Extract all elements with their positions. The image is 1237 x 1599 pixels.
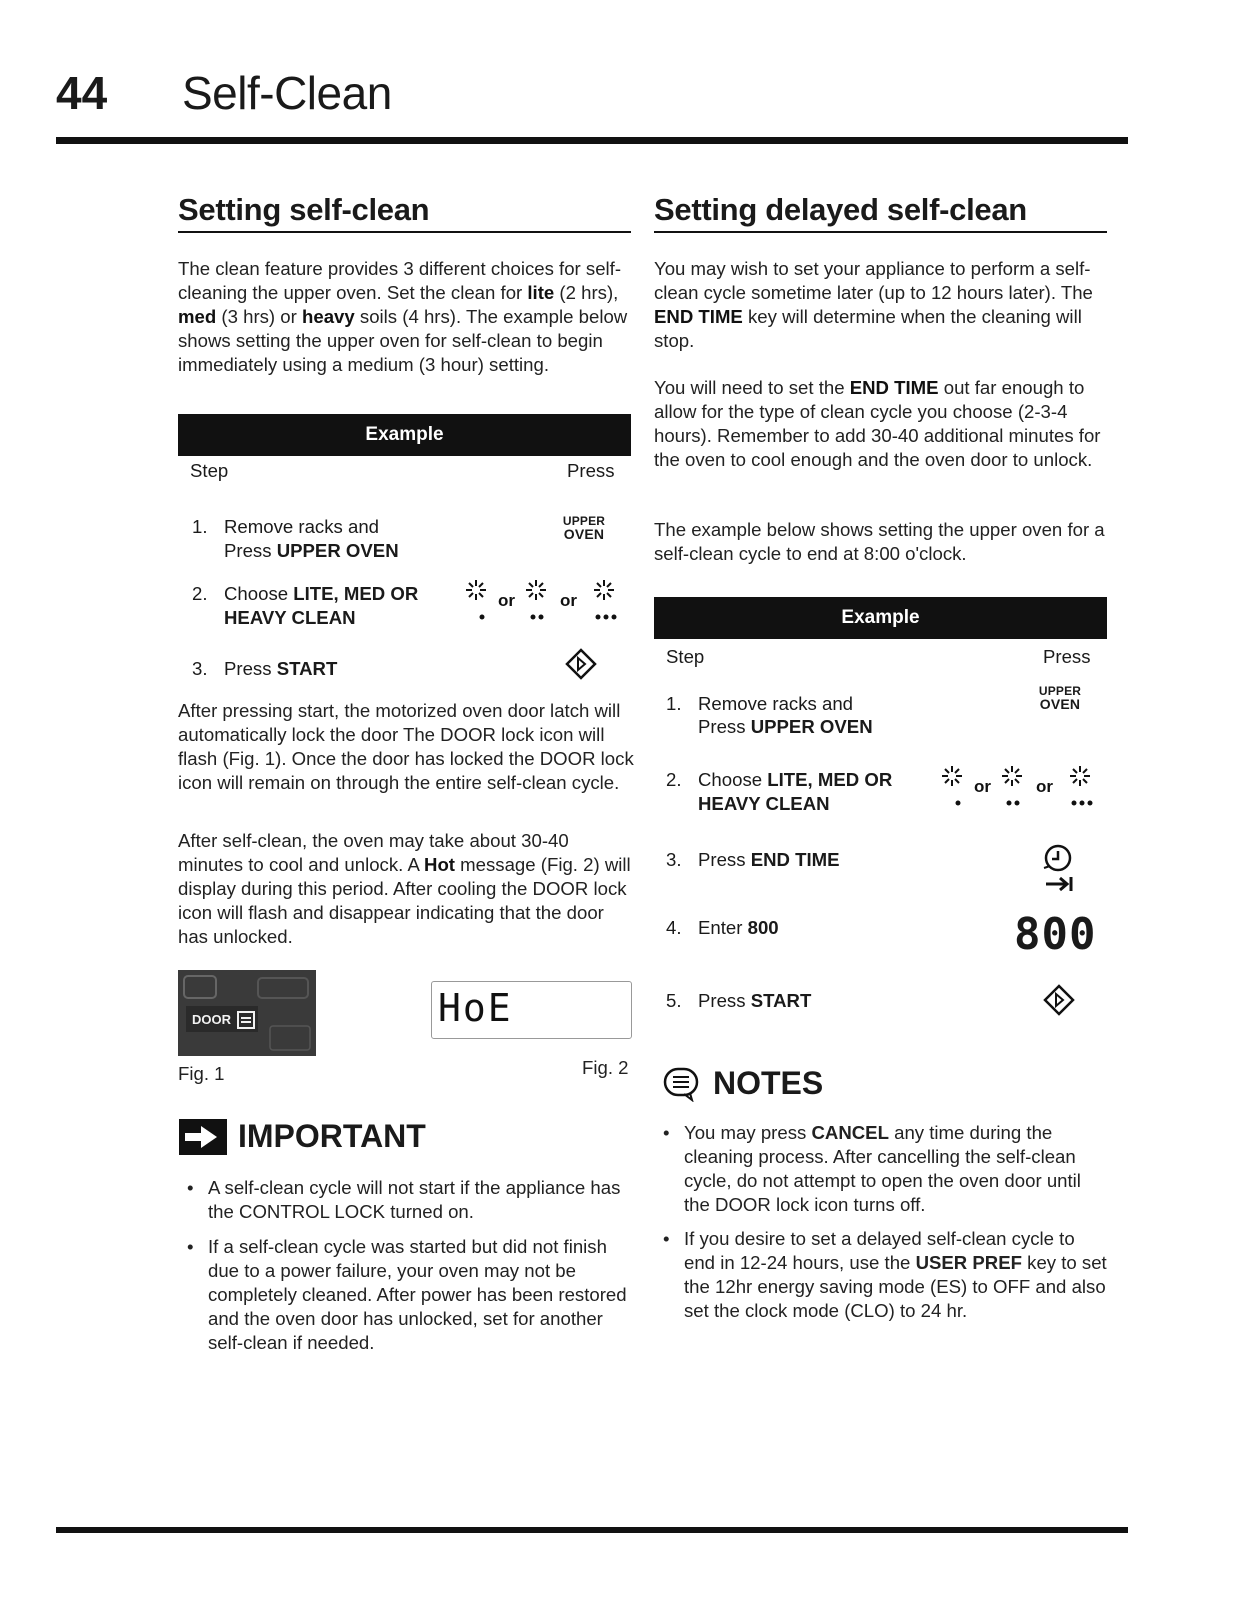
left-heading-rule: [178, 231, 631, 233]
important-arrow-icon: [179, 1119, 227, 1160]
left-intro: The clean feature provides 3 different choices for self-cleaning the upper oven. Set the clean for lite (2 hrs), med (3 hrs) or heavy soils (4 hrs). The example below shows setting the upper oven for self-clean to begin immediately using a medium (3 hour) setting.: [178, 258, 628, 375]
svg-text:or: or: [1036, 777, 1053, 796]
end-time-key-icon: [1040, 842, 1080, 897]
left-step-3-line1: Press START: [224, 658, 338, 679]
important-heading: IMPORTANT: [238, 1118, 426, 1154]
right-step-3-num: 3.: [666, 849, 682, 870]
right-step-1-line2: Press UPPER OVEN: [698, 716, 873, 737]
footer-rule: [56, 1527, 1128, 1533]
right-para2: You will need to set the END TIME out far enough to allow for the type of clean cycle you choose (2-3-4 hours). Remember to add 30-40 additional minutes for the oven to cool enough and the oven door to unlock.: [654, 377, 1101, 470]
right-step-3-line1: Press END TIME: [698, 849, 840, 870]
left-step-2-num: 2.: [192, 583, 208, 604]
left-para-after-start: After pressing start, the motorized oven door latch will automatically lock the door The DOOR lock icon will flash (Fig. 1). Once the door has locked the DOOR lock icon will remain on through the entire self-clean cycle.: [178, 700, 634, 793]
clean-heavy-icon: [594, 580, 614, 600]
page-number: 44: [56, 67, 108, 119]
left-example-bar: Example: [178, 414, 631, 456]
start-key-icon: [565, 648, 597, 685]
right-step-1-line1: Remove racks and: [698, 693, 854, 714]
clean-med-icon: [1002, 766, 1022, 786]
hot-display-text: HoE: [438, 986, 513, 1030]
right-step-4-line1: Enter 800: [698, 917, 779, 938]
left-step-col: Step: [190, 460, 229, 481]
clean-med-icon: [526, 580, 546, 600]
left-step-3-num: 3.: [192, 658, 208, 679]
left-para-after-clean: After self-clean, the oven may take about 30-40 minutes to cool and unlock. A Hot message (Fig. 2) will display during this period. After cooling the DOOR lock icon will flash and disappear indicating that the door has unlocked.: [178, 830, 631, 947]
right-heading: Setting delayed self-clean: [654, 192, 1027, 227]
right-para3: The example below shows setting the upper oven for a self-clean cycle to end at 8:00 o'clock.: [654, 519, 1105, 564]
clean-level-keys: [940, 762, 1100, 812]
left-step-1-num: 1.: [192, 516, 208, 537]
start-key-icon: [1043, 984, 1075, 1021]
right-step-2-line1: Choose LITE, MED OR: [698, 769, 893, 790]
right-step-5-num: 5.: [666, 990, 682, 1011]
right-press-col: Press: [1043, 646, 1091, 667]
clean-lite-icon: [942, 766, 962, 786]
important-item: • A self-clean cycle will not start if the appliance has the CONTROL LOCK turned on.: [187, 1177, 621, 1222]
right-heading-rule: [654, 231, 1107, 233]
svg-text:or: or: [974, 777, 991, 796]
svg-text:DOOR: DOOR: [192, 1012, 231, 1027]
left-step-1-line2: Press UPPER OVEN: [224, 540, 399, 561]
right-step-2-line2: HEAVY CLEAN: [698, 793, 830, 814]
display-800: 800: [1014, 909, 1097, 960]
note-item: • If you desire to set a delayed self-clean cycle to end in 12-24 hours, use the USER PREF key to set the 12hr energy saving mode (ES) to OFF and also set the clock mode (CLO) to 24 hr.: [663, 1228, 1107, 1321]
fig2-hot-display: [431, 981, 632, 1039]
left-press-col: Press: [567, 460, 615, 481]
right-step-1-num: 1.: [666, 693, 682, 714]
left-step-2-line2: HEAVY CLEAN: [224, 607, 356, 628]
notes-heading: NOTES: [713, 1065, 824, 1101]
clean-lite-icon: [466, 580, 486, 600]
important-item: • If a self-clean cycle was started but did not finish due to a power failure, your oven may not be completely cleaned. After power has been restored and the oven door has unlocked, set for another self-clean if needed.: [187, 1236, 627, 1353]
svg-text:or: or: [560, 591, 577, 610]
right-example-bar: Example: [654, 597, 1107, 639]
fig1-label: Fig. 1: [178, 1063, 225, 1084]
page-title: Self-Clean: [182, 67, 392, 119]
left-step-2-line1: Choose LITE, MED OR: [224, 583, 419, 604]
upper-oven-key: UPPER OVEN: [562, 514, 606, 542]
right-step-col: Step: [666, 646, 705, 667]
note-item: • You may press CANCEL any time during the cleaning process. After cancelling the self-clean cycle, do not attempt to open the oven door until the DOOR lock icon turns off.: [663, 1122, 1081, 1215]
right-step-5-line1: Press START: [698, 990, 812, 1011]
right-step-4-num: 4.: [666, 917, 682, 938]
left-step-1-line1: Remove racks and: [224, 516, 380, 537]
right-para1: You may wish to set your appliance to perform a self-clean cycle sometime later (up to 12 hours later). The END TIME key will determine when the cleaning will stop.: [654, 258, 1093, 351]
clean-heavy-icon: [1070, 766, 1090, 786]
clean-level-keys: [464, 576, 624, 626]
left-heading: Setting self-clean: [178, 192, 430, 227]
fig1-door-lock-image: [178, 970, 316, 1056]
notes-icon: [662, 1066, 702, 1107]
right-step-2-num: 2.: [666, 769, 682, 790]
svg-text:or: or: [498, 591, 515, 610]
header-rule: [56, 137, 1128, 144]
fig2-label: Fig. 2: [582, 1057, 629, 1078]
upper-oven-key: UPPER OVEN: [1038, 684, 1082, 712]
